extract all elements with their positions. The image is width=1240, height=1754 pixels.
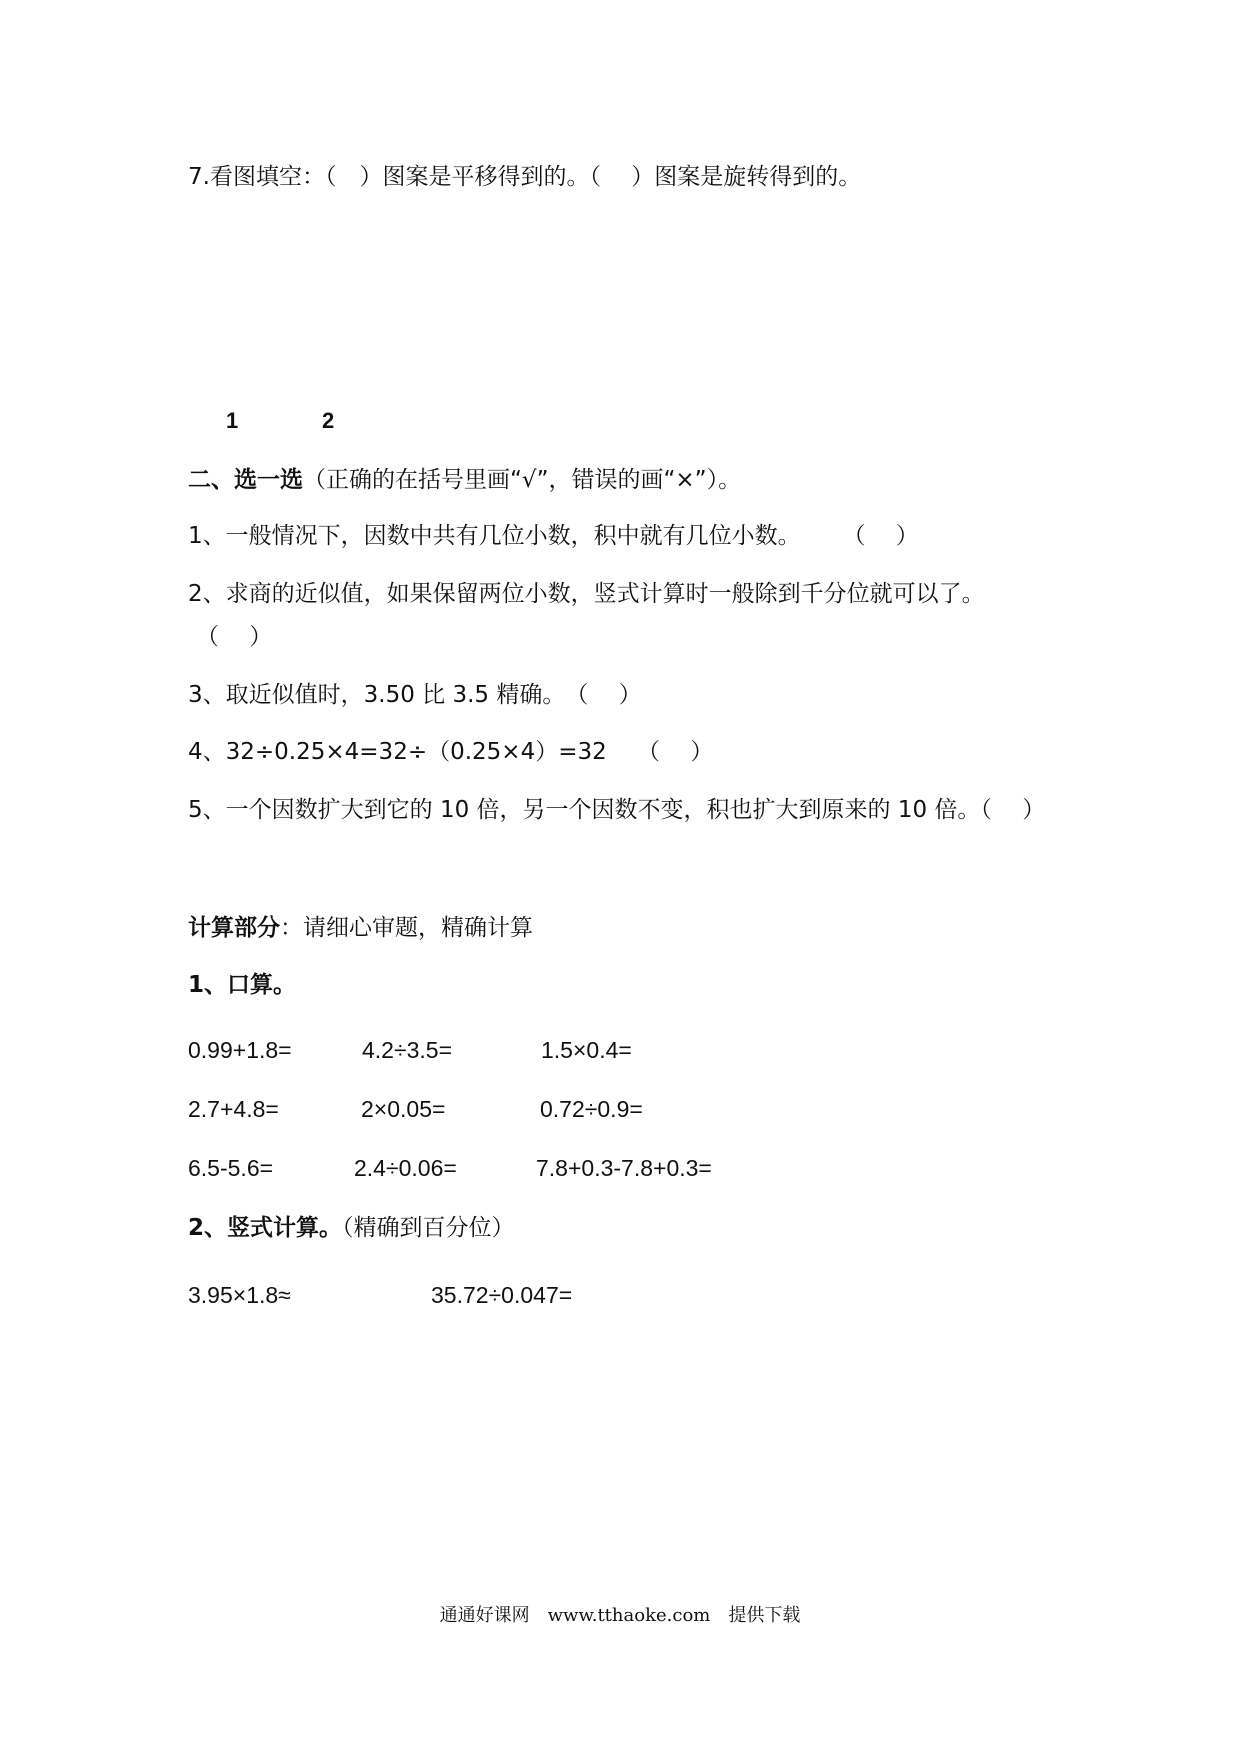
section-2-title-bold: 二、选一选 (188, 467, 303, 493)
judge-item-3: 3、取近似值时，3.50 比 3.5 精确。 （ ） (188, 682, 642, 708)
oral-row1-col1: 0.99+1.8= (188, 1037, 292, 1063)
vertical-calc-title (188, 1213, 515, 1243)
judge-item-5: 5、一个因数扩大到它的 10 倍，另一个因数不变，积也扩大到原来的 10 倍。（ ） (188, 797, 1046, 823)
calc-section-title-rest: ：请细心审题，精确计算 (280, 915, 533, 941)
judge-item-4: 4、32÷0.25×4=32÷（0.25×4）=32 （ ） (188, 739, 714, 765)
oral-calc-title: 1、口算。 (188, 972, 297, 998)
oral-row2-col2: 2×0.05= (361, 1096, 446, 1122)
oral-row2-col1: 2.7+4.8= (188, 1096, 279, 1122)
vertical-calc-title-bold: 2、竖式计算。 (188, 1215, 343, 1241)
judge-item-2: 2、求商的近似值，如果保留两位小数，竖式计算时一般除到千分位就可以了。 (188, 581, 985, 607)
oral-row3-col2: 2.4÷0.06= (354, 1155, 457, 1181)
figure-label-1: 1 (226, 408, 239, 433)
section-2-title-rest: （正确的在括号里画“√”，错误的画“×”）。 (303, 467, 742, 493)
judge-item-1: 1、一般情况下，因数中共有几位小数，积中就有几位小数。 （ ） (188, 523, 919, 549)
calc-section-title-bold: 计算部分 (188, 915, 280, 941)
section-2-title (188, 465, 741, 495)
figure-label-2: 2 (322, 408, 335, 433)
vertical-calc-title-rest: （精确到百分位） (342, 1215, 515, 1241)
oral-row3-col1: 6.5-5.6= (188, 1155, 274, 1181)
oral-row1-col3: 1.5×0.4= (541, 1037, 632, 1063)
judge-item-2-bracket: （ ） (196, 624, 273, 650)
oral-row1-col2: 4.2÷3.5= (362, 1037, 453, 1063)
question-7: 7.看图填空：（ ）图案是平移得到的。（ ）图案是旋转得到的。 (188, 164, 862, 190)
vertical-item-2: 35.72÷0.047= (431, 1282, 573, 1308)
oral-row3-col3: 7.8+0.3-7.8+0.3= (536, 1155, 712, 1181)
vertical-item-1: 3.95×1.8≈ (188, 1282, 291, 1308)
calc-section-title (188, 913, 533, 943)
footer-source: 通通好课网 www.tthaoke.com 提供下载 (439, 1605, 801, 1626)
oral-row2-col3: 0.72÷0.9= (540, 1096, 643, 1122)
